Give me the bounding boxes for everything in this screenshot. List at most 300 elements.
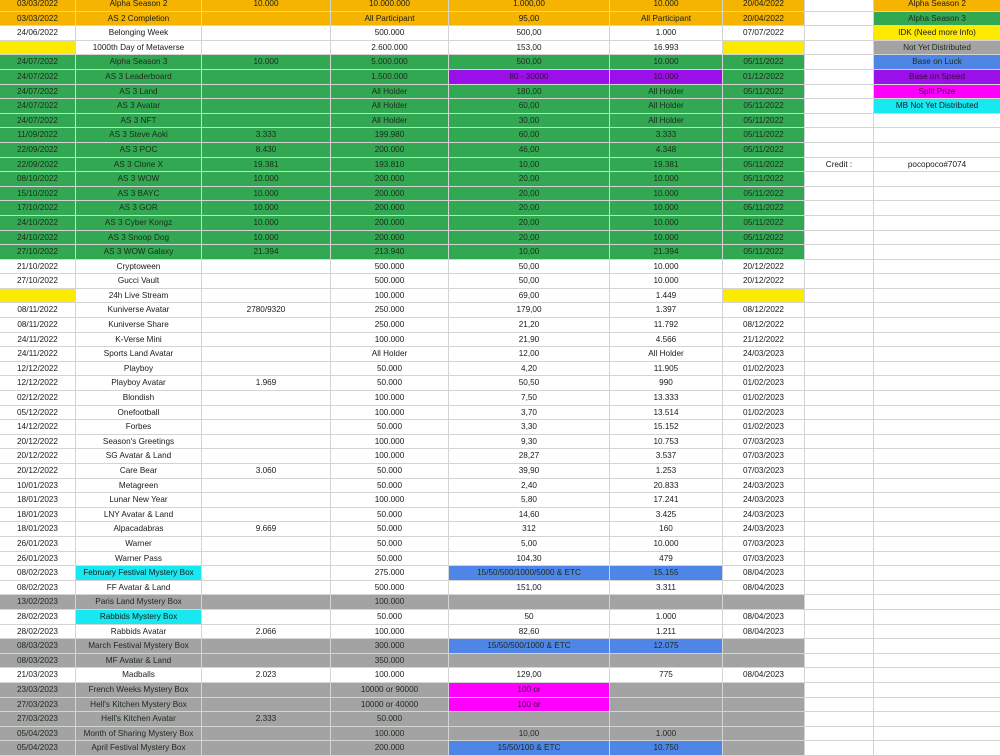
cell-supply[interactable]: 10.000 bbox=[202, 0, 331, 12]
legend-swatch-label[interactable]: Alpha Season 2 bbox=[874, 0, 1000, 12]
cell-reward[interactable]: 180,00 bbox=[449, 85, 610, 100]
cell-distribution[interactable]: 05/11/2022 bbox=[723, 99, 805, 114]
cell-winners[interactable]: 479 bbox=[610, 552, 723, 567]
cell-date[interactable]: 10/01/2023 bbox=[0, 479, 76, 494]
cell-event[interactable]: AS 2 Completion bbox=[76, 12, 202, 27]
cell-winners[interactable]: 1.000 bbox=[610, 610, 723, 625]
cell-note[interactable] bbox=[805, 245, 874, 260]
cell-winners[interactable]: All Holder bbox=[610, 85, 723, 100]
cell-total-pool[interactable]: 200.000 bbox=[331, 187, 449, 202]
cell-event[interactable]: Playboy Avatar bbox=[76, 376, 202, 391]
cell-distribution[interactable]: 05/11/2022 bbox=[723, 158, 805, 173]
cell-supply[interactable] bbox=[202, 347, 331, 362]
cell-distribution[interactable] bbox=[723, 712, 805, 727]
cell-event[interactable]: 24h Live Stream bbox=[76, 289, 202, 304]
cell-reward[interactable]: 153,00 bbox=[449, 41, 610, 56]
cell-event[interactable]: Cryptoween bbox=[76, 260, 202, 275]
cell-supply[interactable] bbox=[202, 260, 331, 275]
legend-swatch-label[interactable]: IDK (Need more Info) bbox=[874, 26, 1000, 41]
cell-distribution[interactable]: 20/04/2022 bbox=[723, 12, 805, 27]
cell-note[interactable] bbox=[805, 566, 874, 581]
cell-reward[interactable]: 5,80 bbox=[449, 493, 610, 508]
cell-legend[interactable] bbox=[874, 610, 1000, 625]
cell-note[interactable] bbox=[805, 493, 874, 508]
cell-winners[interactable]: 16.993 bbox=[610, 41, 723, 56]
cell-winners[interactable]: 12.075 bbox=[610, 639, 723, 654]
cell-note[interactable] bbox=[805, 187, 874, 202]
cell-total-pool[interactable]: 5.000.000 bbox=[331, 55, 449, 70]
cell-note[interactable] bbox=[805, 70, 874, 85]
cell-note[interactable]: Credit : bbox=[805, 158, 874, 173]
cell-supply[interactable]: 10.000 bbox=[202, 55, 331, 70]
cell-winners[interactable]: 10.000 bbox=[610, 260, 723, 275]
cell-winners[interactable]: 10.000 bbox=[610, 216, 723, 231]
cell-distribution[interactable]: 24/03/2023 bbox=[723, 508, 805, 523]
cell-date[interactable]: 24/10/2022 bbox=[0, 231, 76, 246]
legend-swatch-label[interactable]: Not Yet Distributed bbox=[874, 41, 1000, 56]
cell-legend[interactable] bbox=[874, 493, 1000, 508]
cell-supply[interactable] bbox=[202, 741, 331, 756]
cell-distribution[interactable]: 08/04/2023 bbox=[723, 566, 805, 581]
cell-distribution[interactable]: 01/02/2023 bbox=[723, 420, 805, 435]
cell-event[interactable]: Hell's Kitchen Mystery Box bbox=[76, 698, 202, 713]
cell-total-pool[interactable]: 50.000 bbox=[331, 376, 449, 391]
cell-supply[interactable] bbox=[202, 479, 331, 494]
cell-supply[interactable]: 10.000 bbox=[202, 172, 331, 187]
cell-total-pool[interactable]: 50.000 bbox=[331, 552, 449, 567]
cell-reward[interactable]: 15/50/500/1000 & ETC bbox=[449, 639, 610, 654]
cell-event[interactable]: AS 3 Cyber Kongz bbox=[76, 216, 202, 231]
cell-legend[interactable] bbox=[874, 741, 1000, 756]
cell-legend[interactable] bbox=[874, 260, 1000, 275]
cell-distribution[interactable]: 08/04/2023 bbox=[723, 581, 805, 596]
cell-legend[interactable] bbox=[874, 566, 1000, 581]
cell-legend[interactable] bbox=[874, 712, 1000, 727]
cell-total-pool[interactable]: 300.000 bbox=[331, 639, 449, 654]
cell-date[interactable]: 12/12/2022 bbox=[0, 376, 76, 391]
cell-date[interactable]: 08/03/2023 bbox=[0, 654, 76, 669]
cell-supply[interactable]: 2.023 bbox=[202, 668, 331, 683]
cell-legend[interactable] bbox=[874, 698, 1000, 713]
cell-distribution[interactable]: 05/11/2022 bbox=[723, 128, 805, 143]
cell-reward[interactable] bbox=[449, 712, 610, 727]
cell-event[interactable]: Gucci Vault bbox=[76, 274, 202, 289]
cell-total-pool[interactable]: 100.000 bbox=[331, 668, 449, 683]
cell-note[interactable] bbox=[805, 522, 874, 537]
cell-total-pool[interactable]: 100.000 bbox=[331, 493, 449, 508]
cell-event[interactable]: AS 3 NFT bbox=[76, 114, 202, 129]
cell-reward[interactable]: 50,00 bbox=[449, 260, 610, 275]
cell-date[interactable]: 24/06/2022 bbox=[0, 26, 76, 41]
cell-supply[interactable] bbox=[202, 581, 331, 596]
cell-total-pool[interactable]: 100.000 bbox=[331, 333, 449, 348]
cell-event[interactable]: Kuniverse Share bbox=[76, 318, 202, 333]
cell-legend[interactable] bbox=[874, 581, 1000, 596]
cell-date[interactable]: 28/02/2023 bbox=[0, 610, 76, 625]
cell-reward[interactable]: 21,90 bbox=[449, 333, 610, 348]
cell-winners[interactable]: All Holder bbox=[610, 114, 723, 129]
cell-legend[interactable] bbox=[874, 522, 1000, 537]
cell-note[interactable] bbox=[805, 625, 874, 640]
cell-reward[interactable]: 46,00 bbox=[449, 143, 610, 158]
cell-date[interactable]: 24/10/2022 bbox=[0, 216, 76, 231]
cell-winners[interactable]: 10.753 bbox=[610, 435, 723, 450]
cell-date[interactable]: 28/02/2023 bbox=[0, 625, 76, 640]
cell-winners[interactable]: 3.311 bbox=[610, 581, 723, 596]
cell-supply[interactable]: 1.969 bbox=[202, 376, 331, 391]
cell-total-pool[interactable]: 100.000 bbox=[331, 289, 449, 304]
cell-supply[interactable] bbox=[202, 449, 331, 464]
cell-distribution[interactable]: 05/11/2022 bbox=[723, 172, 805, 187]
cell-note[interactable] bbox=[805, 347, 874, 362]
cell-distribution[interactable]: 07/03/2023 bbox=[723, 552, 805, 567]
cell-date[interactable]: 24/11/2022 bbox=[0, 333, 76, 348]
legend-swatch-label[interactable]: Split Prize bbox=[874, 85, 1000, 100]
cell-event[interactable]: Lunar New Year bbox=[76, 493, 202, 508]
cell-legend[interactable] bbox=[874, 639, 1000, 654]
cell-event[interactable]: Alpha Season 2 bbox=[76, 0, 202, 12]
cell-note[interactable] bbox=[805, 698, 874, 713]
legend-swatch-label[interactable]: MB Not Yet Distributed bbox=[874, 99, 1000, 114]
cell-note[interactable] bbox=[805, 172, 874, 187]
cell-date[interactable]: 20/12/2022 bbox=[0, 464, 76, 479]
cell-reward[interactable]: 20,00 bbox=[449, 231, 610, 246]
cell-date[interactable]: 27/03/2023 bbox=[0, 712, 76, 727]
cell-date[interactable]: 20/12/2022 bbox=[0, 435, 76, 450]
cell-event[interactable]: MF Avatar & Land bbox=[76, 654, 202, 669]
cell-distribution[interactable] bbox=[723, 727, 805, 742]
cell-total-pool[interactable]: 100.000 bbox=[331, 625, 449, 640]
cell-winners[interactable]: 1.211 bbox=[610, 625, 723, 640]
cell-reward[interactable]: 14,60 bbox=[449, 508, 610, 523]
cell-reward[interactable]: 9,30 bbox=[449, 435, 610, 450]
cell-event[interactable]: FF Avatar & Land bbox=[76, 581, 202, 596]
cell-note[interactable] bbox=[805, 668, 874, 683]
cell-supply[interactable] bbox=[202, 406, 331, 421]
cell-reward[interactable]: 69,00 bbox=[449, 289, 610, 304]
cell-winners[interactable]: All Holder bbox=[610, 99, 723, 114]
cell-note[interactable] bbox=[805, 260, 874, 275]
cell-date[interactable] bbox=[0, 41, 76, 56]
cell-distribution[interactable]: 01/02/2023 bbox=[723, 391, 805, 406]
cell-legend[interactable] bbox=[874, 420, 1000, 435]
cell-event[interactable]: Alpha Season 3 bbox=[76, 55, 202, 70]
cell-distribution[interactable]: 05/11/2022 bbox=[723, 245, 805, 260]
cell-reward[interactable]: 50 bbox=[449, 610, 610, 625]
cell-note[interactable] bbox=[805, 449, 874, 464]
cell-event[interactable]: Madballs bbox=[76, 668, 202, 683]
cell-legend[interactable] bbox=[874, 625, 1000, 640]
cell-total-pool[interactable]: 50.000 bbox=[331, 362, 449, 377]
cell-distribution[interactable]: 05/11/2022 bbox=[723, 143, 805, 158]
cell-winners[interactable]: 990 bbox=[610, 376, 723, 391]
cell-event[interactable]: Season's Greetings bbox=[76, 435, 202, 450]
cell-event[interactable]: AS 3 Snoop Dog bbox=[76, 231, 202, 246]
cell-winners[interactable]: 19.381 bbox=[610, 158, 723, 173]
cell-date[interactable]: 24/07/2022 bbox=[0, 114, 76, 129]
cell-distribution[interactable]: 07/03/2023 bbox=[723, 435, 805, 450]
cell-winners[interactable]: 11.905 bbox=[610, 362, 723, 377]
cell-legend[interactable] bbox=[874, 668, 1000, 683]
cell-winners[interactable]: 1.000 bbox=[610, 26, 723, 41]
cell-legend[interactable]: pocopoco#7074 bbox=[874, 158, 1000, 173]
cell-distribution[interactable] bbox=[723, 741, 805, 756]
cell-date[interactable]: 17/10/2022 bbox=[0, 201, 76, 216]
cell-reward[interactable]: 60,00 bbox=[449, 128, 610, 143]
cell-date[interactable]: 21/10/2022 bbox=[0, 260, 76, 275]
cell-supply[interactable]: 21.394 bbox=[202, 245, 331, 260]
cell-supply[interactable] bbox=[202, 99, 331, 114]
cell-note[interactable] bbox=[805, 654, 874, 669]
cell-winners[interactable]: 10.000 bbox=[610, 70, 723, 85]
cell-date[interactable]: 08/03/2023 bbox=[0, 639, 76, 654]
cell-date[interactable]: 08/10/2022 bbox=[0, 172, 76, 187]
cell-reward[interactable]: 82,60 bbox=[449, 625, 610, 640]
cell-event[interactable]: AS 3 Leaderboard bbox=[76, 70, 202, 85]
cell-winners[interactable]: All Participant bbox=[610, 12, 723, 27]
cell-date[interactable]: 27/03/2023 bbox=[0, 698, 76, 713]
cell-winners[interactable]: 10.000 bbox=[610, 187, 723, 202]
cell-event[interactable]: Forbes bbox=[76, 420, 202, 435]
cell-distribution[interactable]: 24/03/2023 bbox=[723, 522, 805, 537]
cell-legend[interactable] bbox=[874, 303, 1000, 318]
cell-event[interactable]: LNY Avatar & Land bbox=[76, 508, 202, 523]
cell-event[interactable]: AS 3 Clone X bbox=[76, 158, 202, 173]
cell-total-pool[interactable]: 200.000 bbox=[331, 172, 449, 187]
cell-event[interactable]: Hell's Kitchen Avatar bbox=[76, 712, 202, 727]
cell-total-pool[interactable]: 50.000 bbox=[331, 712, 449, 727]
cell-distribution[interactable] bbox=[723, 595, 805, 610]
cell-note[interactable] bbox=[805, 362, 874, 377]
cell-note[interactable] bbox=[805, 26, 874, 41]
cell-distribution[interactable] bbox=[723, 654, 805, 669]
cell-total-pool[interactable]: All Holder bbox=[331, 114, 449, 129]
cell-winners[interactable]: All Holder bbox=[610, 347, 723, 362]
cell-total-pool[interactable]: 100.000 bbox=[331, 435, 449, 450]
cell-winners[interactable]: 10.000 bbox=[610, 231, 723, 246]
cell-total-pool[interactable]: 2.600.000 bbox=[331, 41, 449, 56]
cell-supply[interactable] bbox=[202, 493, 331, 508]
cell-total-pool[interactable]: 100.000 bbox=[331, 406, 449, 421]
cell-supply[interactable] bbox=[202, 537, 331, 552]
cell-total-pool[interactable]: 199.980 bbox=[331, 128, 449, 143]
cell-reward[interactable]: 50,50 bbox=[449, 376, 610, 391]
cell-total-pool[interactable]: 500.000 bbox=[331, 26, 449, 41]
cell-note[interactable] bbox=[805, 464, 874, 479]
cell-event[interactable]: Blondish bbox=[76, 391, 202, 406]
cell-winners[interactable]: 3.425 bbox=[610, 508, 723, 523]
cell-legend[interactable] bbox=[874, 172, 1000, 187]
cell-supply[interactable]: 10.000 bbox=[202, 231, 331, 246]
cell-distribution[interactable]: 07/07/2022 bbox=[723, 26, 805, 41]
cell-supply[interactable] bbox=[202, 114, 331, 129]
cell-event[interactable]: AS 3 Avatar bbox=[76, 99, 202, 114]
cell-reward[interactable]: 2,40 bbox=[449, 479, 610, 494]
cell-event[interactable]: Warner Pass bbox=[76, 552, 202, 567]
cell-event[interactable]: Alpacadabras bbox=[76, 522, 202, 537]
cell-event[interactable]: March Festival Mystery Box bbox=[76, 639, 202, 654]
cell-legend[interactable] bbox=[874, 376, 1000, 391]
cell-reward[interactable]: 5,00 bbox=[449, 537, 610, 552]
cell-note[interactable] bbox=[805, 406, 874, 421]
cell-winners[interactable] bbox=[610, 654, 723, 669]
cell-legend[interactable] bbox=[874, 406, 1000, 421]
cell-reward[interactable]: 15/50/500/1000/5000 & ETC bbox=[449, 566, 610, 581]
cell-winners[interactable]: 10.000 bbox=[610, 0, 723, 12]
cell-total-pool[interactable]: 250.000 bbox=[331, 303, 449, 318]
cell-event[interactable]: Month of Sharing Mystery Box bbox=[76, 727, 202, 742]
cell-date[interactable]: 15/10/2022 bbox=[0, 187, 76, 202]
cell-reward[interactable]: 21,20 bbox=[449, 318, 610, 333]
cell-supply[interactable] bbox=[202, 654, 331, 669]
cell-winners[interactable]: 10.000 bbox=[610, 55, 723, 70]
cell-total-pool[interactable]: 50.000 bbox=[331, 464, 449, 479]
cell-total-pool[interactable]: 100.000 bbox=[331, 727, 449, 742]
cell-total-pool[interactable]: 50.000 bbox=[331, 479, 449, 494]
cell-legend[interactable] bbox=[874, 347, 1000, 362]
cell-note[interactable] bbox=[805, 318, 874, 333]
cell-date[interactable]: 18/01/2023 bbox=[0, 522, 76, 537]
legend-swatch-label[interactable]: Alpha Season 3 bbox=[874, 12, 1000, 27]
cell-distribution[interactable]: 07/03/2023 bbox=[723, 537, 805, 552]
cell-date[interactable]: 05/04/2023 bbox=[0, 741, 76, 756]
cell-distribution[interactable] bbox=[723, 698, 805, 713]
cell-total-pool[interactable]: 250.000 bbox=[331, 318, 449, 333]
cell-total-pool[interactable]: 100.000 bbox=[331, 391, 449, 406]
cell-distribution[interactable]: 01/02/2023 bbox=[723, 376, 805, 391]
cell-reward[interactable]: 104,30 bbox=[449, 552, 610, 567]
cell-note[interactable] bbox=[805, 289, 874, 304]
cell-date[interactable]: 24/07/2022 bbox=[0, 99, 76, 114]
cell-reward[interactable]: 100 or bbox=[449, 683, 610, 698]
cell-supply[interactable]: 2.066 bbox=[202, 625, 331, 640]
cell-note[interactable] bbox=[805, 581, 874, 596]
cell-reward[interactable]: 500,00 bbox=[449, 55, 610, 70]
cell-date[interactable]: 22/09/2022 bbox=[0, 158, 76, 173]
cell-legend[interactable] bbox=[874, 479, 1000, 494]
cell-note[interactable] bbox=[805, 216, 874, 231]
cell-distribution[interactable]: 05/11/2022 bbox=[723, 187, 805, 202]
cell-reward[interactable]: 15/50/100 & ETC bbox=[449, 741, 610, 756]
cell-supply[interactable] bbox=[202, 698, 331, 713]
cell-supply[interactable] bbox=[202, 683, 331, 698]
cell-distribution[interactable]: 01/02/2023 bbox=[723, 406, 805, 421]
cell-winners[interactable]: 160 bbox=[610, 522, 723, 537]
cell-supply[interactable]: 19.381 bbox=[202, 158, 331, 173]
cell-date[interactable]: 05/04/2023 bbox=[0, 727, 76, 742]
cell-date[interactable]: 02/12/2022 bbox=[0, 391, 76, 406]
cell-note[interactable] bbox=[805, 683, 874, 698]
cell-reward[interactable]: 312 bbox=[449, 522, 610, 537]
cell-winners[interactable] bbox=[610, 595, 723, 610]
cell-distribution[interactable]: 05/11/2022 bbox=[723, 85, 805, 100]
cell-supply[interactable]: 3.333 bbox=[202, 128, 331, 143]
cell-reward[interactable]: 179,00 bbox=[449, 303, 610, 318]
cell-supply[interactable] bbox=[202, 391, 331, 406]
cell-distribution[interactable]: 20/12/2022 bbox=[723, 274, 805, 289]
cell-note[interactable] bbox=[805, 41, 874, 56]
cell-winners[interactable]: 10.000 bbox=[610, 201, 723, 216]
cell-note[interactable] bbox=[805, 727, 874, 742]
cell-event[interactable]: Rabbids Avatar bbox=[76, 625, 202, 640]
cell-note[interactable] bbox=[805, 391, 874, 406]
cell-date[interactable]: 03/03/2022 bbox=[0, 0, 76, 12]
cell-date[interactable]: 24/07/2022 bbox=[0, 85, 76, 100]
cell-date[interactable]: 27/10/2022 bbox=[0, 274, 76, 289]
cell-date[interactable]: 13/02/2023 bbox=[0, 595, 76, 610]
cell-total-pool[interactable]: All Participant bbox=[331, 12, 449, 27]
cell-supply[interactable]: 9.669 bbox=[202, 522, 331, 537]
cell-reward[interactable]: 3,70 bbox=[449, 406, 610, 421]
cell-legend[interactable] bbox=[874, 143, 1000, 158]
cell-note[interactable] bbox=[805, 376, 874, 391]
cell-total-pool[interactable]: 50.000 bbox=[331, 508, 449, 523]
cell-reward[interactable]: 100 or bbox=[449, 698, 610, 713]
cell-note[interactable] bbox=[805, 114, 874, 129]
cell-reward[interactable]: 3,30 bbox=[449, 420, 610, 435]
cell-total-pool[interactable]: 200.000 bbox=[331, 143, 449, 158]
cell-reward[interactable]: 80 - 30000 bbox=[449, 70, 610, 85]
cell-supply[interactable]: 10.000 bbox=[202, 187, 331, 202]
cell-reward[interactable]: 50,00 bbox=[449, 274, 610, 289]
cell-note[interactable] bbox=[805, 537, 874, 552]
cell-event[interactable]: French Weeks Mystery Box bbox=[76, 683, 202, 698]
cell-distribution[interactable]: 01/02/2023 bbox=[723, 362, 805, 377]
cell-winners[interactable]: 1.000 bbox=[610, 727, 723, 742]
cell-supply[interactable] bbox=[202, 318, 331, 333]
cell-winners[interactable]: 4.348 bbox=[610, 143, 723, 158]
cell-distribution[interactable]: 20/04/2022 bbox=[723, 0, 805, 12]
cell-legend[interactable] bbox=[874, 187, 1000, 202]
cell-event[interactable]: Warner bbox=[76, 537, 202, 552]
cell-event[interactable]: Playboy bbox=[76, 362, 202, 377]
cell-date[interactable]: 27/10/2022 bbox=[0, 245, 76, 260]
cell-winners[interactable]: 10.000 bbox=[610, 274, 723, 289]
cell-winners[interactable]: 11.792 bbox=[610, 318, 723, 333]
cell-event[interactable]: AS 3 GOR bbox=[76, 201, 202, 216]
cell-event[interactable]: AS 3 Land bbox=[76, 85, 202, 100]
cell-supply[interactable] bbox=[202, 420, 331, 435]
cell-date[interactable]: 20/12/2022 bbox=[0, 449, 76, 464]
cell-total-pool[interactable]: 10000 or 40000 bbox=[331, 698, 449, 713]
cell-date[interactable] bbox=[0, 289, 76, 304]
cell-reward[interactable]: 39,90 bbox=[449, 464, 610, 479]
cell-legend[interactable] bbox=[874, 464, 1000, 479]
cell-date[interactable]: 26/01/2023 bbox=[0, 552, 76, 567]
cell-date[interactable]: 08/02/2023 bbox=[0, 566, 76, 581]
cell-total-pool[interactable]: All Holder bbox=[331, 99, 449, 114]
cell-winners[interactable]: 10.000 bbox=[610, 172, 723, 187]
cell-distribution[interactable]: 05/11/2022 bbox=[723, 55, 805, 70]
cell-note[interactable] bbox=[805, 333, 874, 348]
cell-event[interactable]: AS 3 WOW Galaxy bbox=[76, 245, 202, 260]
cell-legend[interactable] bbox=[874, 216, 1000, 231]
cell-winners[interactable]: 13.514 bbox=[610, 406, 723, 421]
cell-winners[interactable]: 15.155 bbox=[610, 566, 723, 581]
cell-date[interactable]: 26/01/2023 bbox=[0, 537, 76, 552]
cell-supply[interactable] bbox=[202, 727, 331, 742]
cell-reward[interactable]: 10,00 bbox=[449, 158, 610, 173]
cell-reward[interactable]: 500,00 bbox=[449, 26, 610, 41]
cell-winners[interactable] bbox=[610, 683, 723, 698]
cell-winners[interactable]: 13.333 bbox=[610, 391, 723, 406]
cell-date[interactable]: 08/02/2023 bbox=[0, 581, 76, 596]
cell-reward[interactable]: 95,00 bbox=[449, 12, 610, 27]
cell-date[interactable]: 24/11/2022 bbox=[0, 347, 76, 362]
cell-reward[interactable]: 20,00 bbox=[449, 187, 610, 202]
cell-date[interactable]: 21/03/2023 bbox=[0, 668, 76, 683]
cell-note[interactable] bbox=[805, 595, 874, 610]
